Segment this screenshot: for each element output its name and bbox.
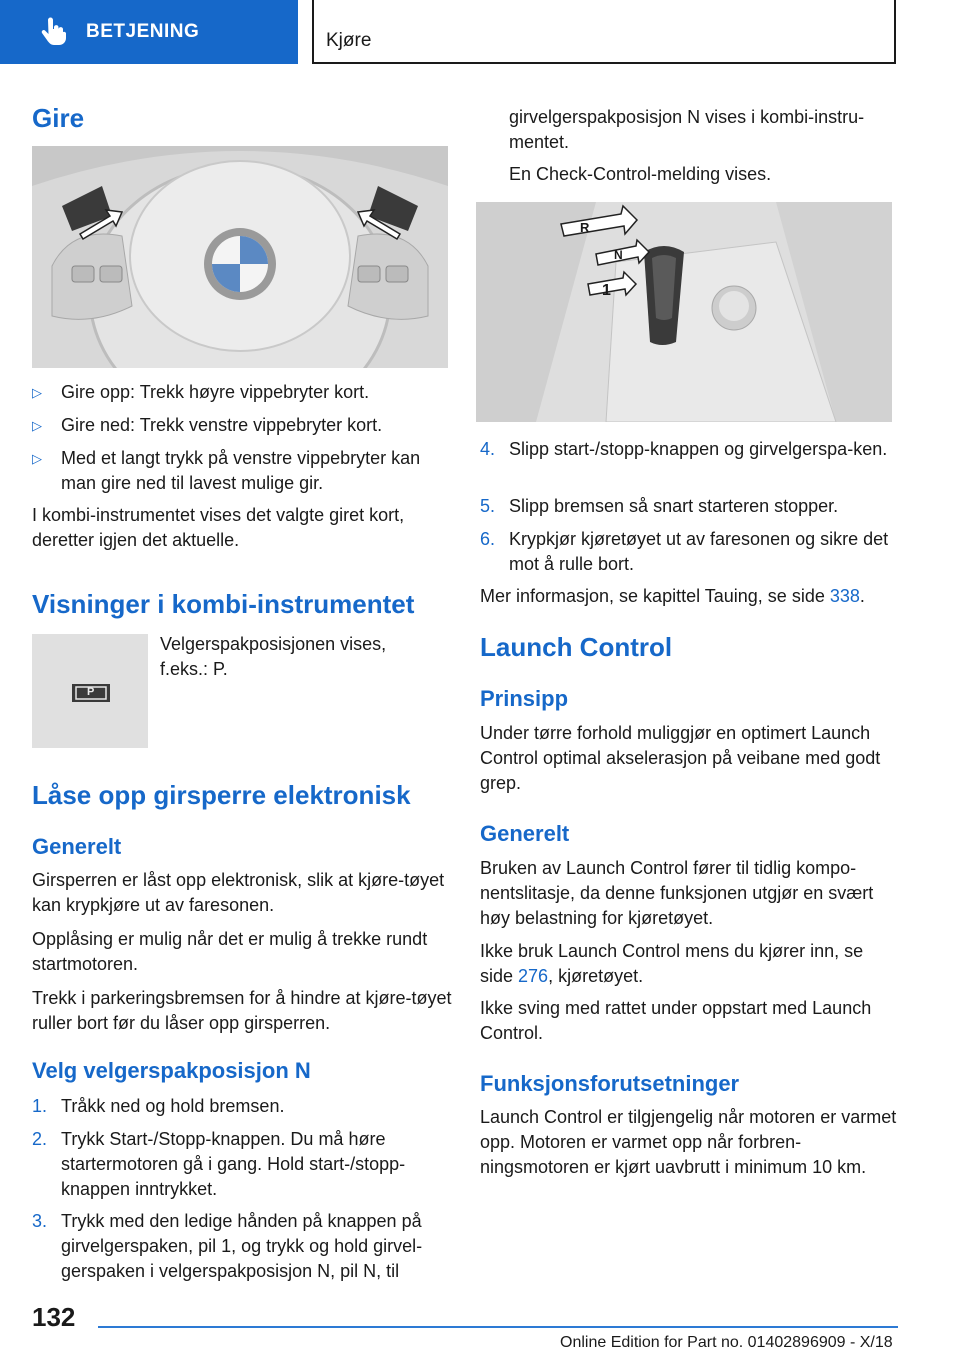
steering-wheel-image — [32, 146, 448, 368]
cont-paragraph-1: girvelgerspakposisjon N vises i kombi-instru-mentet. — [509, 107, 865, 152]
display-letter: P — [87, 686, 95, 698]
chapter-label: Kjøre — [326, 30, 372, 51]
triangle-bullet-icon: ▷ — [32, 451, 42, 466]
generelt-heading-left: Generelt — [32, 834, 122, 859]
chapter-box — [312, 0, 896, 64]
footer-rule — [98, 1326, 898, 1328]
page-link-276[interactable]: 276 — [518, 966, 549, 986]
cont-paragraph-2: En Check-Control-melding vises. — [509, 164, 772, 184]
display-image — [32, 634, 148, 748]
visning-heading: Visninger i kombi-instrumentet — [32, 589, 415, 619]
hand-pointer-icon — [38, 17, 68, 47]
prinsipp-heading: Prinsipp — [480, 686, 569, 711]
section-tab — [0, 0, 298, 64]
funksjon-heading: Funksjonsforutsetninger — [480, 1071, 740, 1096]
generelt-heading-right: Generelt — [480, 821, 570, 846]
gear-label-n: N — [614, 248, 623, 262]
generelt-p3-right: Ikke sving med rattet under oppstart med Launch Control. — [480, 998, 872, 1043]
gear-label-1: 1 — [602, 282, 611, 299]
gear-selector-image — [476, 202, 892, 422]
triangle-bullet-icon: ▷ — [32, 418, 42, 433]
generelt-p3-left: Trekk i parkeringsbremsen for å hindre at kjøre-tøyet ruller bort før du låser opp girsperren. — [32, 988, 452, 1033]
gear-label-r: R — [580, 220, 590, 235]
prinsipp-paragraph: Under tørre forhold muliggjør en optimert Launch Control optimal akselerasjon på veibane med godt grep. — [480, 723, 881, 793]
generelt-p1-right: Bruken av Launch Control fører til tidlig kompo-nentslitasje, da denne funksjonen utgjør en svært høy belastning for kjøretøyet. — [480, 858, 874, 928]
section-label: BETJENING — [86, 21, 200, 42]
velg-heading: Velg velgerspakposisjon N — [32, 1058, 311, 1083]
launch-control-heading: Launch Control — [480, 632, 673, 662]
visning-paragraph: Velgerspakposisjonen vises, f.eks.: P. — [160, 634, 387, 679]
laase-heading: Låse opp girsperre elektronisk — [32, 780, 411, 810]
footer-edition: Online Edition for Part no. 01402896909 - X/18 — [560, 1334, 893, 1351]
mer-info-paragraph: Mer informasjon, se kapittel Tauing, se side 338. — [480, 586, 865, 606]
page-number: 132 — [32, 1302, 76, 1332]
gire-heading: Gire — [32, 103, 85, 133]
generelt-p1-left: Girsperren er låst opp elektronisk, slik at kjøre-tøyet kan krypkjøre ut av faresonen. — [32, 870, 445, 915]
gire-paragraph: I kombi-instrumentet vises det valgte giret kort, deretter igjen det aktuelle. — [32, 505, 405, 550]
generelt-p2-left: Opplåsing er mulig når det er mulig å trekke rundt startmotoren. — [32, 929, 428, 974]
funksjon-paragraph: Launch Control er tilgjengelig når motoren er varmet opp. Motoren er varmet opp når forbren-ningsmotoren er kjørt uavbrutt i minimum 10 km. — [480, 1107, 897, 1177]
page-link-338[interactable]: 338 — [829, 586, 860, 606]
triangle-bullet-icon: ▷ — [32, 385, 42, 400]
generelt-p2-right: Ikke bruk Launch Control mens du kjører inn, se side 276, kjøretøyet. — [480, 941, 864, 986]
